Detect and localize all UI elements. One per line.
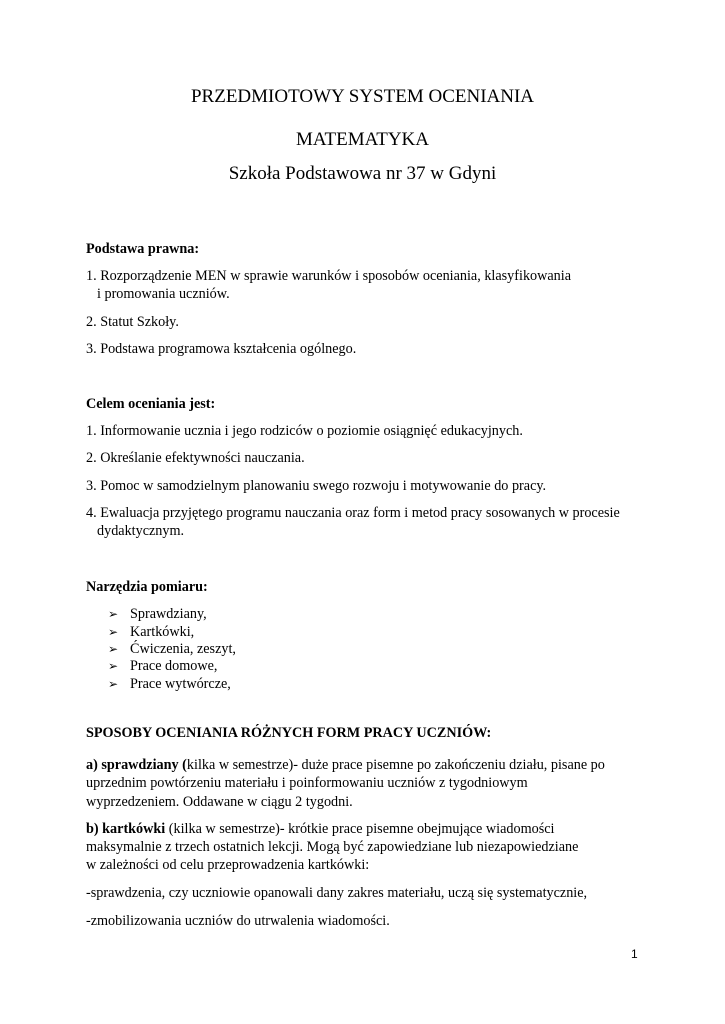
legal-item-1-cont: i promowania uczniów.: [97, 286, 230, 302]
legal-item-2: 2. Statut Szkoły.: [86, 314, 179, 330]
goals-item-2: 2. Określanie efektywności nauczania.: [86, 450, 305, 466]
arrow-bullet-icon: ➢: [108, 607, 119, 621]
method-a-text: kilka w semestrze)- duże prace pisemne po zakończeniu działu, pisane po: [186, 757, 605, 773]
method-b-purpose-1: -sprawdzenia, czy uczniowie opanowali dany zakres materiału, uczą się systematycznie,: [86, 885, 588, 901]
page-number: 1: [631, 947, 638, 961]
arrow-bullet-icon: ➢: [108, 677, 119, 691]
goals-item-4: 4. Ewaluacja przyjętego programu nauczania oraz form i metod pracy sosowanych w procesie: [86, 505, 620, 521]
method-a-line-1: [86, 756, 605, 774]
method-a-label: a) sprawdziany (: [86, 757, 187, 773]
arrow-bullet-icon: ➢: [108, 659, 119, 673]
method-b-text: (kilka w semestrze)- krótkie prace pisemne obejmujące wiadomości: [165, 821, 555, 837]
legal-item-3: 3. Podstawa programowa kształcenia ogólnego.: [86, 341, 357, 357]
subject-title: MATEMATYKA: [296, 129, 429, 150]
tools-item: Kartkówki,: [130, 624, 195, 640]
tools-heading: Narzędzia pomiaru:: [86, 579, 208, 595]
school-name: Szkoła Podstawowa nr 37 w Gdyni: [228, 163, 497, 184]
goals-heading: Celem oceniania jest:: [86, 396, 216, 412]
method-b-line-3: w zależności od celu przeprowadzenia kartkówki:: [86, 857, 370, 873]
method-b-label: b) kartkówki: [86, 821, 166, 837]
tools-item: Sprawdziany,: [130, 606, 207, 622]
goals-item-4-cont: dydaktycznym.: [97, 523, 185, 539]
tools-item: Ćwiczenia, zeszyt,: [130, 641, 236, 657]
arrow-bullet-icon: ➢: [108, 625, 119, 639]
method-b-line-2: maksymalnie z trzech ostatnich lekcji. Mogą być zapowiedziane lub niezapowiedziane: [86, 839, 579, 855]
document-title: PRZEDMIOTOWY SYSTEM OCENIANIA: [190, 86, 535, 107]
arrow-bullet-icon: ➢: [108, 642, 119, 656]
legal-heading: Podstawa prawna:: [86, 241, 200, 257]
method-a-line-3: wyprzedzeniem. Oddawane w ciągu 2 tygodni.: [86, 794, 353, 810]
method-a-line-2: uprzednim powtórzeniu materiału i poinformowaniu uczniów z tygodniowym: [86, 775, 528, 791]
goals-item-1: 1. Informowanie ucznia i jego rodziców o poziomie osiągnięć edukacyjnych.: [86, 423, 523, 439]
tools-item: Prace wytwórcze,: [130, 676, 231, 692]
method-b-purpose-2: -zmobilizowania uczniów do utrwalenia wiadomości.: [86, 913, 390, 929]
methods-heading: SPOSOBY OCENIANIA RÓŻNYCH FORM PRACY UCZNIÓW:: [86, 725, 492, 741]
tools-item: Prace domowe,: [130, 658, 218, 674]
legal-item-1: 1. Rozporządzenie MEN w sprawie warunków i sposobów oceniania, klasyfikowania: [86, 268, 572, 284]
goals-item-3: 3. Pomoc w samodzielnym planowaniu swego rozwoju i motywowanie do pracy.: [86, 478, 547, 494]
method-b-line-1: [86, 820, 554, 838]
